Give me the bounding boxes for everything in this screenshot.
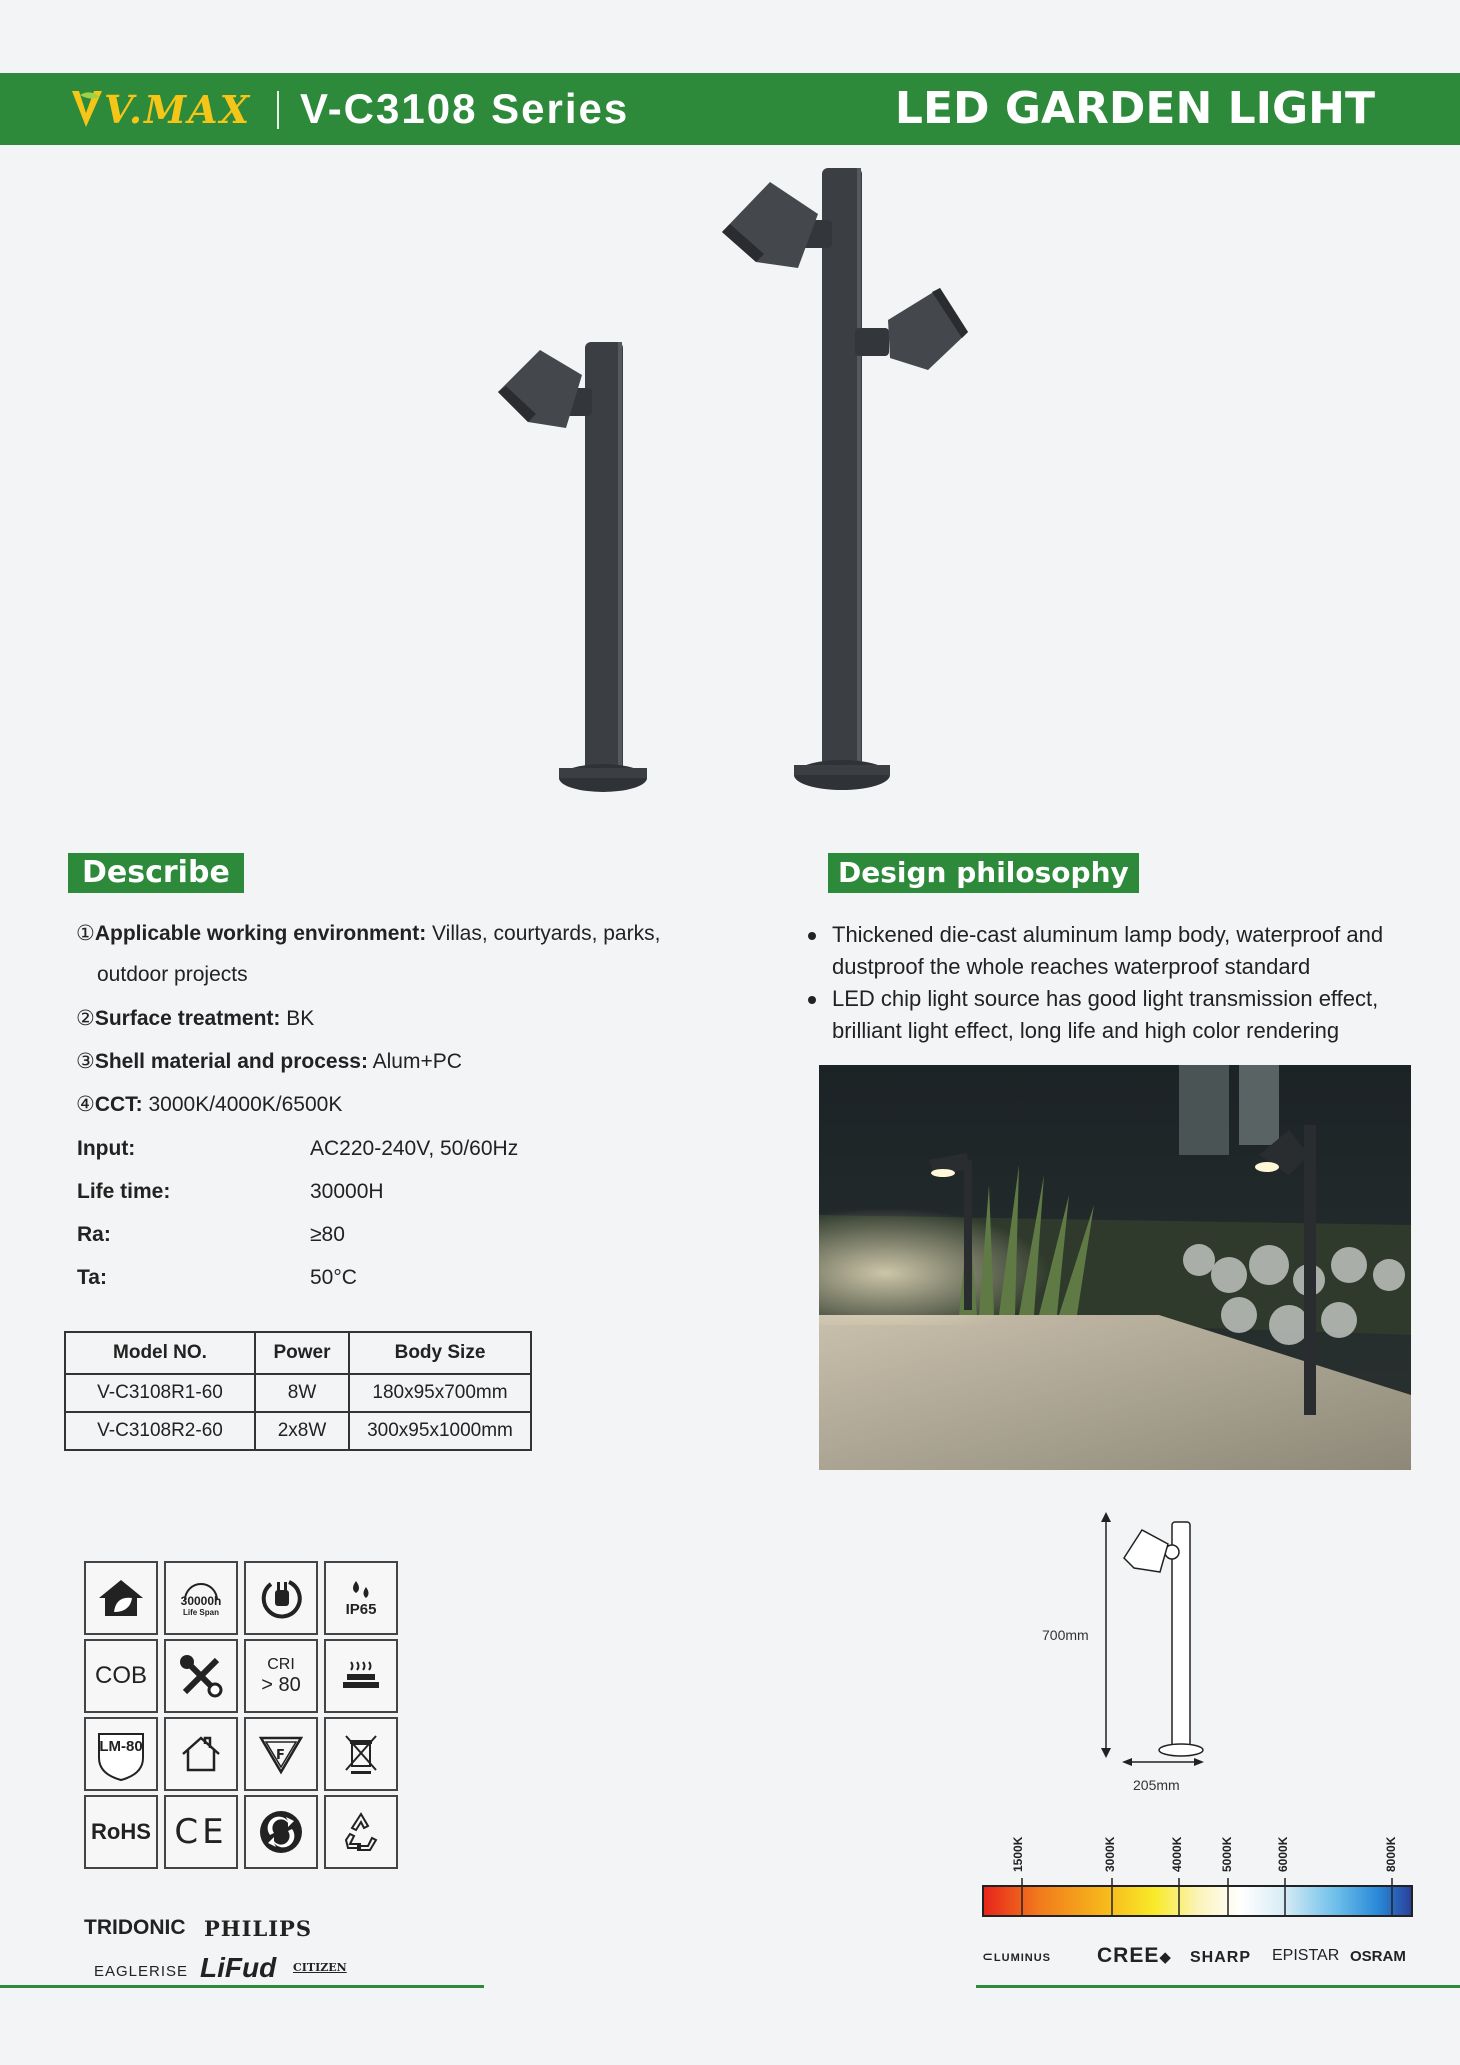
brand-tridonic: TRIDONIC [84, 1916, 186, 1939]
spec-value-lifetime: 30000H [310, 1180, 384, 1203]
cct-tick-5000k: 5000K [1220, 1836, 1234, 1872]
brand-sharp: SHARP [1190, 1949, 1252, 1966]
table-header-row [65, 1332, 531, 1374]
weee-bin-icon [324, 1717, 398, 1791]
cri-label: CRI [267, 1655, 295, 1673]
ce-icon [164, 1795, 238, 1869]
item-number: ③ [76, 1050, 95, 1073]
tools-icon [164, 1639, 238, 1713]
cct-color-bar [982, 1872, 1414, 1918]
recycle-icon [324, 1795, 398, 1869]
dimension-width-label: 205mm [1133, 1777, 1180, 1793]
item-number: ① [76, 922, 95, 945]
right-green-divider [976, 1985, 1460, 1988]
spec-value-ta: 50°C [310, 1266, 357, 1289]
lm80-icon [84, 1717, 158, 1791]
ce-label: CE [174, 1812, 228, 1852]
cct-tick-6000k: 6000K [1276, 1836, 1290, 1872]
lifespan-icon [164, 1561, 238, 1635]
brand-epistar: EPISTAR [1272, 1947, 1340, 1964]
table-cell: 300x95x1000mm [349, 1412, 531, 1450]
brand-lifud: LiFud [200, 1952, 277, 1983]
item-number: ④ [76, 1093, 95, 1116]
describe-item-4 [76, 1092, 342, 1117]
item-value: BK [280, 1007, 315, 1030]
cri-value: > 80 [261, 1673, 301, 1696]
table-header: Body Size [349, 1332, 531, 1374]
item-value: Villas, courtyards, parks, [426, 922, 661, 945]
design-heading: Design philosophy [828, 853, 1139, 893]
cct-tick-3000k: 3000K [1103, 1836, 1117, 1872]
item-label: Applicable working environment: [94, 922, 427, 945]
product-image [470, 160, 990, 810]
item-label: Shell material and process: [94, 1050, 368, 1073]
lifespan-label: Life Span [182, 1607, 219, 1617]
heat-sink-icon [324, 1639, 398, 1713]
lm80-label: LM-80 [99, 1737, 143, 1755]
green-dot-icon [244, 1795, 318, 1869]
cct-tick-1500k: 1500K [1011, 1836, 1025, 1872]
brand-osram: OSRAM [1350, 1948, 1406, 1965]
rohs-icon [84, 1795, 158, 1869]
table-header: Power [255, 1332, 349, 1374]
describe-item-1 [76, 921, 660, 946]
rohs-label: RoHS [91, 1819, 151, 1844]
dimension-drawing [1090, 1508, 1220, 1768]
table-cell: V-C3108R1-60 [65, 1374, 255, 1412]
feature-icon-grid [84, 1561, 398, 1869]
brand-luminus [982, 1949, 1051, 1965]
spec-label-ta: Ta: [77, 1266, 107, 1289]
cree-diamond-icon: ◆ [1159, 1949, 1172, 1966]
product-category-title: LED GARDEN LIGHT [894, 83, 1375, 134]
bullet-text: LED chip light source has good light transmission effect, brilliant light effect, long life and high color rendering [832, 986, 1379, 1043]
item-number: ② [76, 1007, 95, 1030]
brand-eaglerise: EAGLERISE [94, 1963, 189, 1980]
table-cell: V-C3108R2-60 [65, 1412, 255, 1450]
brand-citizen: CITIZEN [293, 1961, 347, 1974]
bullet-dot [808, 996, 816, 1004]
spec-value-ra: ≥80 [310, 1223, 345, 1246]
item-label: CCT: [94, 1093, 143, 1116]
bullet-text: Thickened die-cast aluminum lamp body, waterproof and dustproof the whole reaches waterproof standard [832, 922, 1384, 979]
dimension-height-label: 700mm [1042, 1627, 1089, 1643]
plug-icon [244, 1561, 318, 1635]
svg-text:F: F [276, 1748, 285, 1763]
spec-label-ra: Ra: [77, 1223, 111, 1246]
ip65-label: IP65 [345, 1600, 377, 1618]
design-bullet-1 [808, 919, 1448, 983]
describe-heading: Describe [68, 853, 244, 893]
table-cell: 180x95x700mm [349, 1374, 531, 1412]
item-value: 3000K/4000K/6500K [142, 1093, 343, 1116]
brand-cree-label: CREE [1097, 1944, 1160, 1967]
brand-cree [1097, 1944, 1172, 1968]
ip65-icon [324, 1561, 398, 1635]
brand-name: V.MAX [104, 86, 252, 132]
table-header: Model NO. [65, 1332, 255, 1374]
left-green-divider [0, 1985, 484, 1988]
leaf-logo-icon [70, 87, 104, 131]
brand-luminus-label: LUMINUS [993, 1952, 1052, 1964]
design-bullet-2 [808, 983, 1448, 1047]
model-table [64, 1331, 532, 1451]
series-title: V-C3108 Series [300, 85, 630, 132]
spec-label-input: Input: [77, 1137, 136, 1160]
indoor-house-icon [164, 1717, 238, 1791]
bullet-dot [808, 932, 816, 940]
brand-philips: PHILIPS [204, 1916, 313, 1941]
f-mark-icon [244, 1717, 318, 1791]
cri-icon [244, 1639, 318, 1713]
table-cell: 2x8W [255, 1412, 349, 1450]
cob-label: COB [94, 1662, 147, 1689]
header-divider [277, 91, 279, 129]
lifespan-value: 30000h [180, 1593, 222, 1608]
garden-scene-photo [819, 1065, 1411, 1470]
table-row [65, 1374, 531, 1412]
spec-value-input: AC220-240V, 50/60Hz [310, 1137, 519, 1160]
item-value: Alum+PC [367, 1050, 462, 1073]
describe-item-2 [76, 1006, 314, 1031]
cct-tick-8000k: 8000K [1384, 1836, 1398, 1872]
table-row [65, 1412, 531, 1450]
cob-icon [84, 1639, 158, 1713]
table-cell: 8W [255, 1374, 349, 1412]
describe-item-3 [76, 1049, 462, 1074]
header-bar [0, 73, 1460, 145]
item-label: Surface treatment: [94, 1007, 281, 1030]
cct-tick-4000k: 4000K [1170, 1836, 1184, 1872]
house-leaf-icon [84, 1561, 158, 1635]
brand-logo [70, 83, 251, 135]
spec-label-lifetime: Life time: [77, 1180, 171, 1203]
describe-item-1-cont: outdoor projects [97, 963, 248, 986]
luminus-swoosh-icon: ⊂ [982, 1949, 994, 1964]
